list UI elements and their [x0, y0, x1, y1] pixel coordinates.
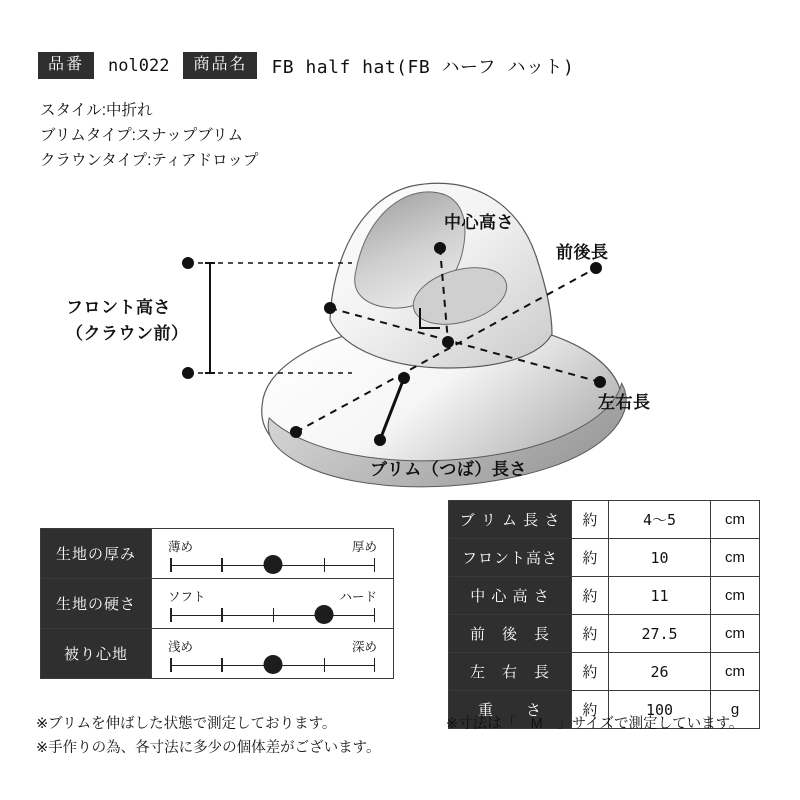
product-name-value: FB half hat(FB ハーフ ハット)	[271, 56, 575, 78]
gauge-tick	[324, 558, 326, 572]
measurement-table	[448, 500, 760, 729]
gauge-label-stiffness: 生地の硬さ	[41, 579, 152, 629]
gauge-tick	[221, 558, 223, 572]
label-center-height: 中心高さ	[444, 213, 514, 232]
gauge-cell-fit	[152, 629, 394, 679]
measurement-name: 重 さ	[449, 691, 572, 729]
measurement-unit: cm	[711, 577, 760, 615]
label-front-back-length: 前後長	[556, 243, 609, 262]
note-handmade-variance: ※手作りの為、各寸法に多少の個体差がございます。	[36, 740, 381, 756]
measurement-unit: cm	[711, 539, 760, 577]
measurement-approx: 約	[572, 577, 609, 615]
measurement-value: 27.5	[609, 615, 711, 653]
spec-crown-type: クラウンタイプ:ティアドロップ	[40, 152, 259, 169]
measurement-approx: 約	[572, 615, 609, 653]
measurement-unit: cm	[711, 653, 760, 691]
table-row	[41, 579, 394, 629]
gauge-tick	[273, 608, 275, 622]
gauge-marker-thickness	[263, 555, 282, 574]
table-row	[41, 629, 394, 679]
table-row	[449, 653, 760, 691]
gauge-tick	[170, 608, 172, 622]
measurement-name: フロント高さ	[449, 539, 572, 577]
measurement-value: 100	[609, 691, 711, 729]
gauge-left-stiffness: ソフト	[168, 589, 206, 604]
measurement-name: 左 右 長	[449, 653, 572, 691]
gauge-ends-fit	[164, 635, 381, 655]
label-front-height	[66, 295, 189, 347]
gauge-ends-thickness	[164, 535, 381, 555]
label-front-height-line1: フロント高さ	[66, 298, 171, 317]
hat-diagram	[0, 150, 800, 490]
gauge-tick	[170, 658, 172, 672]
product-header	[38, 52, 588, 79]
gauge-ends-stiffness	[164, 585, 381, 605]
gauge-tick	[374, 658, 376, 672]
label-left-right-length: 左右長	[598, 393, 651, 412]
table-row	[41, 529, 394, 579]
notes-left	[36, 712, 381, 760]
measurement-approx: 約	[572, 653, 609, 691]
measurement-unit: cm	[711, 615, 760, 653]
measurement-unit: g	[711, 691, 760, 729]
table-row	[449, 615, 760, 653]
measurement-name: 中 心 高 さ	[449, 577, 572, 615]
front-height-bracket	[205, 263, 215, 373]
gauge-left-fit: 浅め	[168, 639, 194, 654]
fabric-gauge-table	[40, 528, 394, 679]
measurement-value: 10	[609, 539, 711, 577]
measurement-name: ブ リ ム 長 さ	[449, 501, 572, 539]
gauge-left-thickness: 薄め	[168, 539, 194, 554]
gauge-marker-stiffness	[314, 605, 333, 624]
spec-brim-type: ブリムタイプ:スナップブリム	[40, 127, 244, 144]
label-front-height-line2: （クラウン前）	[66, 324, 189, 343]
measurement-unit: cm	[711, 501, 760, 539]
gauge-right-thickness: 厚め	[351, 539, 377, 554]
gauge-tick	[374, 608, 376, 622]
gauge-tick	[221, 658, 223, 672]
measurement-approx: 約	[572, 691, 609, 729]
gauge-cell-thickness	[152, 529, 394, 579]
gauge-label-thickness: 生地の厚み	[41, 529, 152, 579]
gauge-bar-fit	[170, 657, 375, 673]
note-brim-stretched: ※ブリムを伸ばした状態で測定しております。	[36, 716, 337, 732]
note-measured-size: ※寸法は「 M 」サイズで測定しています。	[446, 716, 744, 732]
label-brim-length: ブリム（つば）長さ	[370, 460, 527, 479]
notes-right	[446, 712, 743, 736]
product-code-value: nol022	[108, 55, 170, 76]
measurement-approx: 約	[572, 501, 609, 539]
gauge-cell-stiffness	[152, 579, 394, 629]
measurement-value: 4〜5	[609, 501, 711, 539]
product-name-label: 商品名	[183, 52, 257, 79]
gauge-tick	[170, 558, 172, 572]
gauge-right-stiffness: ハード	[339, 589, 377, 604]
spec-style: スタイル:中折れ	[40, 102, 153, 119]
measurement-value: 11	[609, 577, 711, 615]
table-row	[449, 539, 760, 577]
gauge-tick	[374, 558, 376, 572]
measurement-approx: 約	[572, 539, 609, 577]
gauge-tick	[221, 608, 223, 622]
hat-crown-shape	[330, 183, 552, 368]
gauge-label-fit: 被り心地	[41, 629, 152, 679]
gauge-bar-stiffness	[170, 607, 375, 623]
table-row	[449, 501, 760, 539]
measurement-value: 26	[609, 653, 711, 691]
gauge-marker-fit	[263, 655, 282, 674]
table-row	[449, 577, 760, 615]
product-code-label: 品番	[38, 52, 94, 79]
gauge-tick	[324, 658, 326, 672]
measurement-name: 前 後 長	[449, 615, 572, 653]
gauge-right-fit: 深め	[351, 639, 377, 654]
gauge-bar-thickness	[170, 557, 375, 573]
